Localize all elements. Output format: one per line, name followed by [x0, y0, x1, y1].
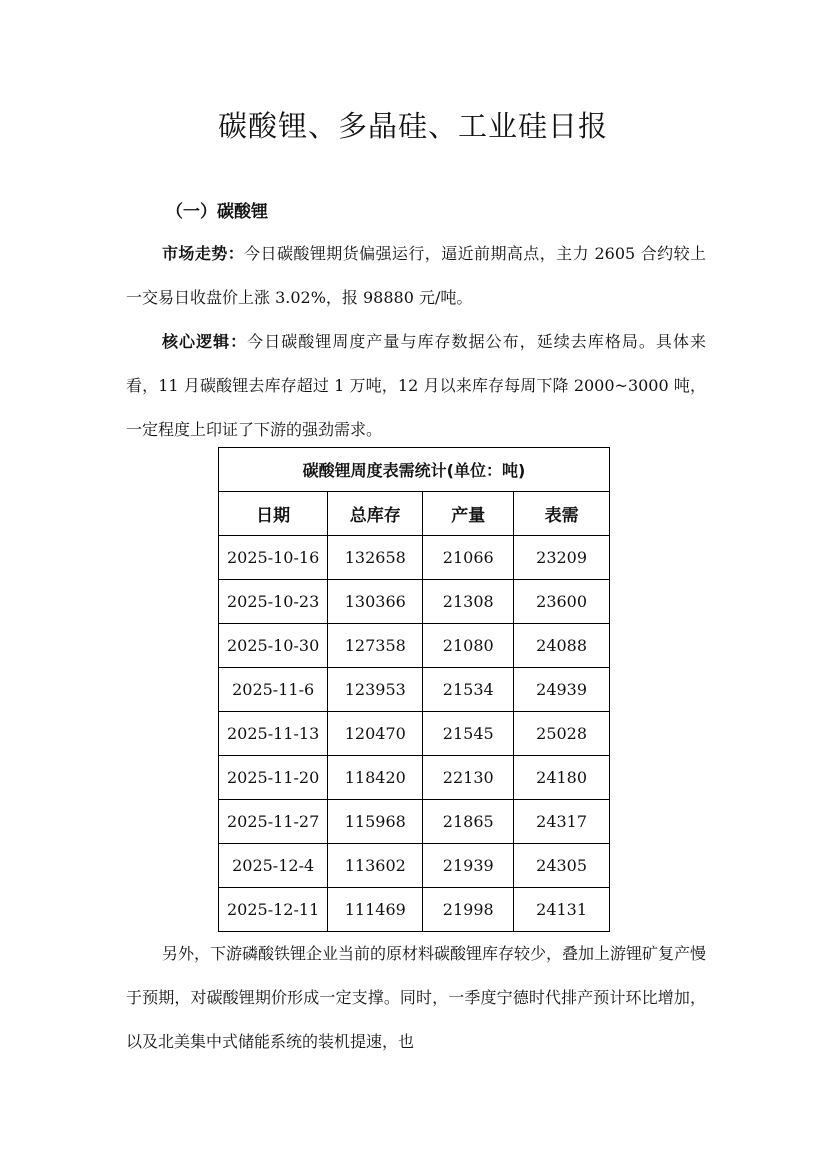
cell-production: 22130 [423, 756, 514, 800]
table-row [219, 624, 610, 668]
cell-production: 21865 [423, 800, 514, 844]
table-caption-row [219, 448, 610, 492]
market-trend-text: 今日碳酸锂期货偏强运行，逼近前期高点，主力 2605 合约较上一交易日收盘价上涨 3.02%，报 98880 元/吨。 [126, 244, 706, 307]
market-trend-paragraph [126, 232, 706, 320]
cell-total-inventory: 113602 [328, 844, 423, 888]
table-header-row [219, 492, 610, 536]
header-apparent-demand: 表需 [514, 492, 610, 536]
table-row [219, 800, 610, 844]
cell-apparent-demand: 25028 [514, 712, 610, 756]
cell-production: 21534 [423, 668, 514, 712]
cell-total-inventory: 130366 [328, 580, 423, 624]
other-factors-paragraph [126, 932, 706, 1064]
cell-apparent-demand: 24180 [514, 756, 610, 800]
cell-production: 21998 [423, 888, 514, 932]
cell-date: 2025-11-6 [219, 668, 328, 712]
core-logic-text: 今日碳酸锂周度产量与库存数据公布，延续去库格局。具体来看，11 月碳酸锂去库存超过 1 万吨，12 月以来库存每周下降 2000~3000 吨，一定程度上印证了下游的强劲需求。 [126, 332, 706, 439]
cell-date: 2025-11-13 [219, 712, 328, 756]
header-total-inventory: 总库存 [328, 492, 423, 536]
table-row [219, 712, 610, 756]
cell-production: 21545 [423, 712, 514, 756]
weekly-demand-table [218, 447, 610, 932]
header-production: 产量 [423, 492, 514, 536]
table-row [219, 844, 610, 888]
cell-total-inventory: 118420 [328, 756, 423, 800]
cell-date: 2025-11-20 [219, 756, 328, 800]
cell-apparent-demand: 24939 [514, 668, 610, 712]
cell-apparent-demand: 24305 [514, 844, 610, 888]
market-trend-lead: 市场走势： [162, 244, 245, 263]
cell-total-inventory: 127358 [328, 624, 423, 668]
table-row [219, 888, 610, 932]
table-row [219, 580, 610, 624]
table-row [219, 668, 610, 712]
cell-apparent-demand: 24088 [514, 624, 610, 668]
cell-total-inventory: 123953 [328, 668, 423, 712]
cell-total-inventory: 120470 [328, 712, 423, 756]
other-factors-text: 另外，下游磷酸铁锂企业当前的原材料碳酸锂库存较少，叠加上游锂矿复产慢于预期，对碳酸锂期价形成一定支撑。同时，一季度宁德时代排产预计环比增加，以及北美集中式储能系统的装机提速，也 [126, 944, 707, 1051]
cell-apparent-demand: 23600 [514, 580, 610, 624]
cell-production: 21080 [423, 624, 514, 668]
header-date: 日期 [219, 492, 328, 536]
cell-production: 21066 [423, 536, 514, 580]
cell-total-inventory: 132658 [328, 536, 423, 580]
table-row [219, 536, 610, 580]
cell-total-inventory: 111469 [328, 888, 423, 932]
section-heading: （一）碳酸锂 [166, 202, 268, 222]
cell-apparent-demand: 24131 [514, 888, 610, 932]
page-title: 碳酸锂、多晶硅、工业硅日报 [217, 109, 608, 143]
cell-production: 21939 [423, 844, 514, 888]
table-caption: 碳酸锂周度表需统计(单位：吨) [219, 448, 610, 492]
cell-date: 2025-10-30 [219, 624, 328, 668]
cell-apparent-demand: 23209 [514, 536, 610, 580]
cell-date: 2025-11-27 [219, 800, 328, 844]
cell-date: 2025-10-16 [219, 536, 328, 580]
cell-date: 2025-12-4 [219, 844, 328, 888]
cell-date: 2025-12-11 [219, 888, 328, 932]
cell-production: 21308 [423, 580, 514, 624]
cell-total-inventory: 115968 [328, 800, 423, 844]
cell-apparent-demand: 24317 [514, 800, 610, 844]
table-row [219, 756, 610, 800]
core-logic-paragraph [126, 320, 706, 452]
cell-date: 2025-10-23 [219, 580, 328, 624]
core-logic-lead: 核心逻辑： [162, 332, 248, 351]
